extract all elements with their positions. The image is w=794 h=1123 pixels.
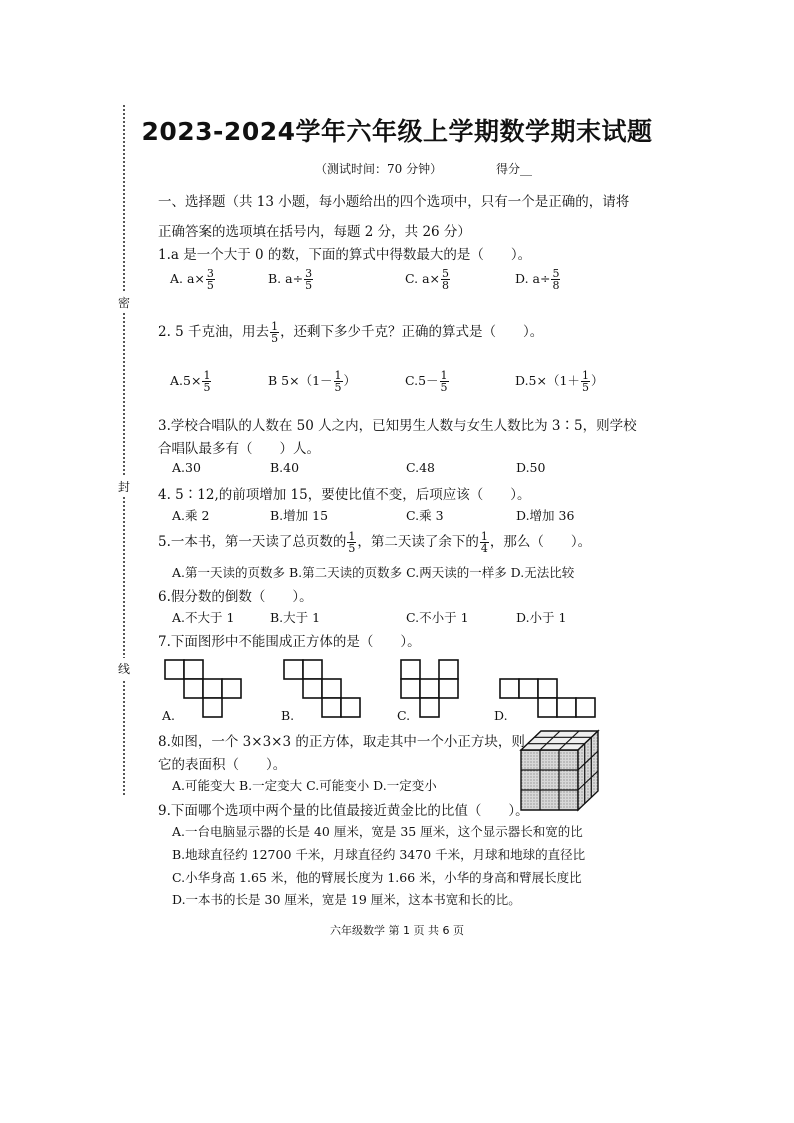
fraction-num: 3 <box>206 267 214 280</box>
q3-option-a: A.30 <box>172 460 201 475</box>
q1-option-a-text: A. a× <box>170 271 205 286</box>
fraction-den: 5 <box>271 332 279 345</box>
fraction <box>551 268 560 291</box>
section-heading-line2: 正确答案的选项填在括号内，每题 2 分，共 26 分） <box>158 224 471 240</box>
q7-cube-nets <box>150 655 610 725</box>
q7-label-a: A. <box>162 708 176 723</box>
q1-option-d-text: D. a÷ <box>515 271 551 286</box>
fraction <box>206 268 215 291</box>
q1-option-c-text: C. a× <box>405 271 440 286</box>
fraction-num: 5 <box>442 267 449 280</box>
q5-options: A.第一天读的页数多 B.第二天读的页数多 C.两天读的一样多 D.无法比较 <box>172 565 575 580</box>
fraction-den: 5 <box>203 381 211 394</box>
fraction-den: 5 <box>334 381 342 394</box>
q4-option-b: B.增加 15 <box>270 508 329 523</box>
q2-option-b <box>268 370 356 393</box>
fraction-den: 8 <box>552 279 560 292</box>
fraction <box>347 531 356 554</box>
fraction-num: 1 <box>480 530 488 543</box>
binding-dotted-line <box>123 105 125 795</box>
q5-stem-b: ，第二天读了余下的 <box>357 534 479 550</box>
fraction <box>441 268 450 291</box>
fraction <box>581 370 590 393</box>
q7-stem: 7.下面图形中不能围成正方体的是（ ）。 <box>158 634 421 650</box>
q4-option-a: A.乘 2 <box>172 508 210 523</box>
q1-option-b-text: B. a÷ <box>268 271 304 286</box>
q2-option-b-post: ） <box>343 373 357 388</box>
side-mark-feng: 封 <box>118 476 130 497</box>
fraction-den: 5 <box>581 381 589 394</box>
q2-option-d-text: D.5×（1＋ <box>515 373 580 388</box>
q2-stem <box>158 320 543 344</box>
fraction-den: 5 <box>348 542 356 555</box>
fraction-den: 4 <box>480 542 488 555</box>
fraction <box>202 370 211 393</box>
side-mark-xian: 线 <box>118 658 130 679</box>
q9-option-b: B.地球直径约 12700 千米，月球直径约 3470 千米，月球和地球的直径比 <box>172 847 586 862</box>
page-title: 2023-2024学年六年级上学期数学期末试题 <box>141 117 653 146</box>
q1-option-d <box>515 268 561 291</box>
fraction-den: 5 <box>305 279 313 292</box>
score-field: 得分__ <box>496 162 533 176</box>
q7-label-c: C. <box>397 708 411 723</box>
net-d <box>500 679 595 717</box>
fraction-den: 5 <box>206 279 214 292</box>
net-b <box>284 660 360 717</box>
net-a <box>165 660 241 717</box>
q2-option-a-text: A.5× <box>170 373 202 388</box>
q6-option-c: C.不小于 1 <box>406 610 469 625</box>
q1-stem: 1.a 是一个大于 0 的数，下面的算式中得数最大的是（ ）。 <box>158 247 532 263</box>
test-time: （测试时间：70 分钟） <box>315 162 443 176</box>
q7-label-b: B. <box>281 708 295 723</box>
fraction-num: 5 <box>552 267 560 280</box>
q2-option-a <box>170 370 212 393</box>
fraction <box>334 370 343 393</box>
q5-stem-c: ，那么（ ）。 <box>489 534 592 550</box>
q2-option-b-text: B 5×（1－ <box>268 373 333 388</box>
q3-line2: 合唱队最多有（ ）人。 <box>158 441 320 457</box>
q7-label-d: D. <box>494 708 508 723</box>
q8-options: A.可能变大 B.一定变大 C.可能变小 D.一定变小 <box>172 778 437 793</box>
q1-option-a <box>170 268 216 291</box>
q4-option-d: D.增加 36 <box>516 508 575 523</box>
fraction-num: 1 <box>271 320 279 333</box>
fraction-den: 5 <box>440 381 448 394</box>
q6-option-d: D.小于 1 <box>516 610 567 625</box>
q2-stem-a: 2. 5 千克油，用去 <box>158 324 270 340</box>
q9-option-a: A.一台电脑显示器的长是 40 厘米，宽是 35 厘米，这个显示器长和宽的比 <box>172 824 583 839</box>
q4-option-c: C.乘 3 <box>406 508 444 523</box>
q2-option-c-text: C.5－ <box>405 373 439 388</box>
fraction-num: 1 <box>581 369 589 382</box>
q6-stem: 6.假分数的倒数（ ）。 <box>158 589 313 605</box>
q8-line2: 它的表面积（ ）。 <box>158 757 287 773</box>
q5-stem <box>158 530 591 554</box>
fraction <box>304 268 313 291</box>
fraction-num: 1 <box>440 369 448 382</box>
q6-option-b: B.大于 1 <box>270 610 321 625</box>
fraction-num: 1 <box>203 369 211 382</box>
q2-stem-b: ，还剩下多少千克？正确的算式是（ ）。 <box>280 324 544 340</box>
section-heading-line1: 一、选择题（共 13 小题，每小题给出的四个选项中，只有一个是正确的，请将 <box>158 194 630 210</box>
fraction-num: 1 <box>334 369 342 382</box>
q1-option-b <box>268 268 314 291</box>
q9-option-c: C.小华身高 1.65 米，他的臂展长度为 1.66 米，小华的身高和臂展长度比 <box>172 870 582 885</box>
q8-line1: 8.如图，一个 3×3×3 的正方体，取走其中一个小正方块，则 <box>158 734 525 750</box>
q9-option-d: D.一本书的长是 30 厘米，宽是 19 厘米，这本书宽和长的比。 <box>172 892 521 907</box>
q3-option-d: D.50 <box>516 460 546 475</box>
q5-stem-a: 5.一本书，第一天读了总页数的 <box>158 534 347 550</box>
fraction <box>440 370 449 393</box>
q3-option-c: C.48 <box>406 460 435 475</box>
q1-option-c <box>405 268 451 291</box>
q2-option-d-post: ） <box>590 373 604 388</box>
fraction-num: 3 <box>305 267 313 280</box>
fraction-num: 1 <box>348 530 356 543</box>
q8-cube-figure <box>518 728 600 812</box>
fraction <box>480 531 489 554</box>
page-footer: 六年级数学 第 1 页 共 6 页 <box>330 924 464 937</box>
q2-option-d <box>515 370 603 393</box>
q3-line1: 3.学校合唱队的人数在 50 人之内，已知男生人数与女生人数比为 3∶5，则学校 <box>158 418 637 434</box>
q6-option-a: A.不大于 1 <box>172 610 235 625</box>
q2-option-c <box>405 370 450 393</box>
q4-stem: 4. 5∶12,的前项增加 15，要使比值不变，后项应该（ ）。 <box>158 487 531 503</box>
fraction-den: 8 <box>442 279 449 292</box>
fraction <box>270 321 279 344</box>
q9-stem: 9.下面哪个选项中两个量的比值最接近黄金比的比值（ ）。 <box>158 803 529 819</box>
q3-option-b: B.40 <box>270 460 300 475</box>
side-mark-mi: 密 <box>118 292 130 313</box>
